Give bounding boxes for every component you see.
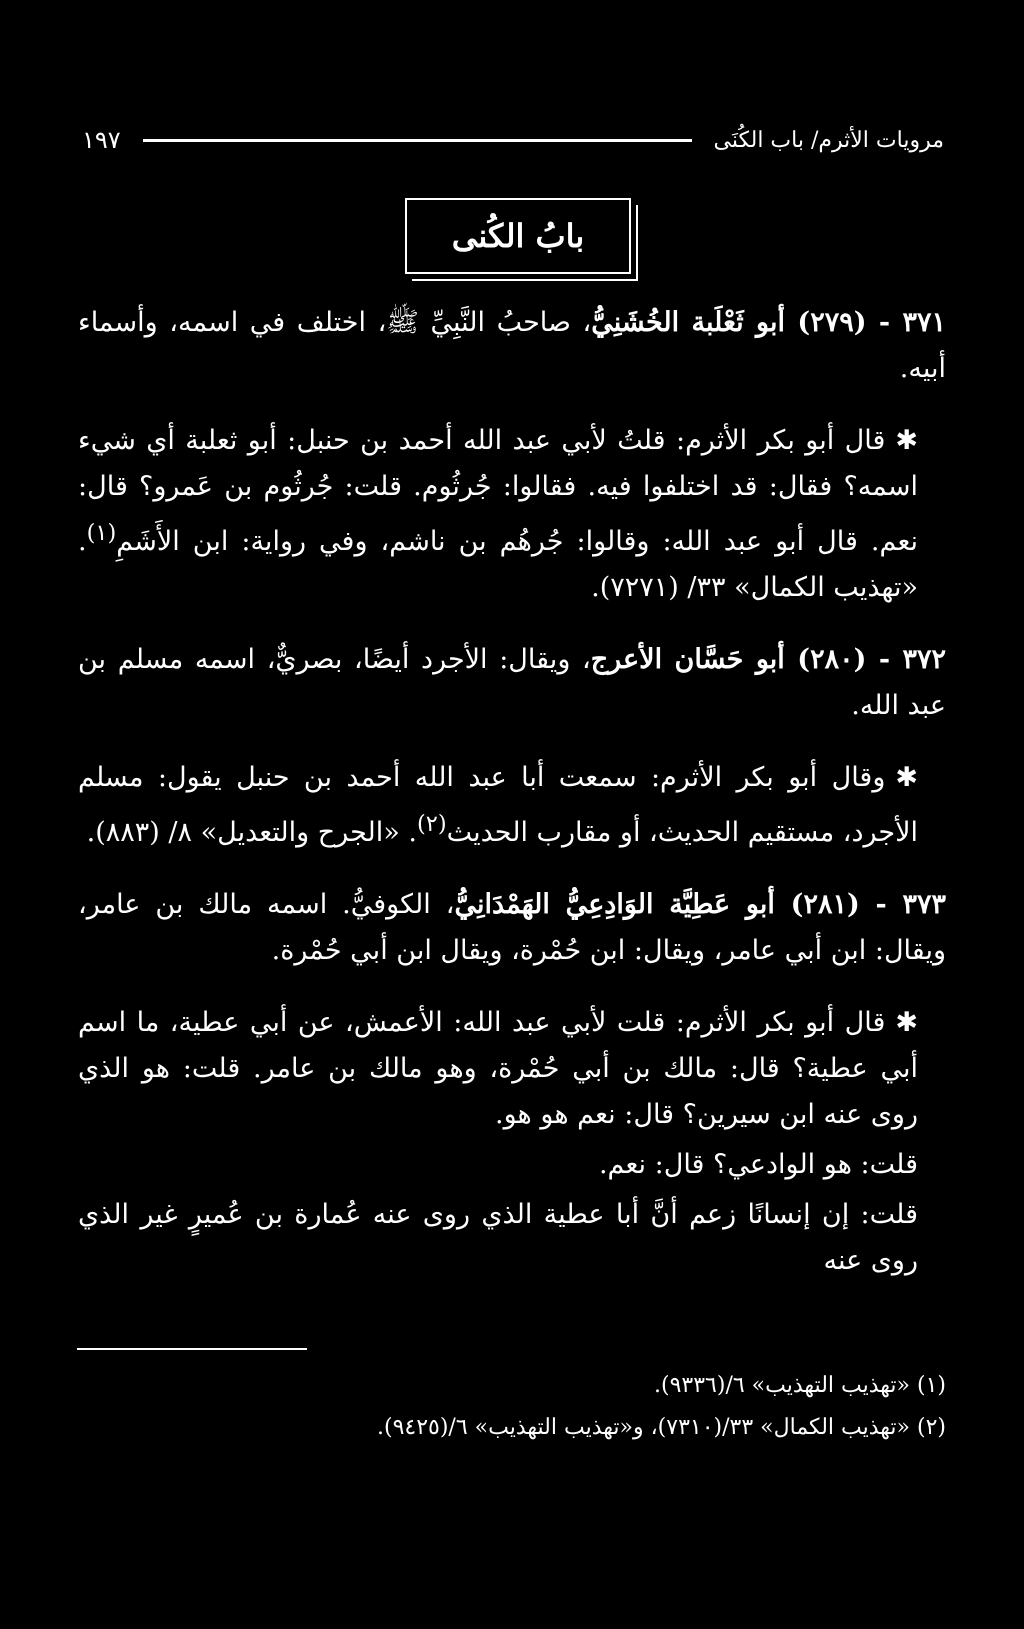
footnote-1: (١) «تهذيب التهذيب» ٦/(٩٣٣٦). [654, 1373, 946, 1398]
body-text [78, 300, 946, 1288]
running-title: مرويات الأثرم/ باب الكُنَى [713, 127, 944, 153]
footnote-marker: (٢) [416, 811, 447, 837]
chapter-title: بابُ الكُنى [451, 217, 585, 255]
note-text: وقال أبو بكر الأثرم: سمعت أبا عبد الله أحمد بن حنبل يقول: مسلم الأجرد، مستقيم الحديث، أو مقارب الحديث [78, 762, 918, 848]
entry-372 [78, 637, 946, 729]
asterisk-icon: ✱ [895, 425, 918, 456]
chapter-title-box [405, 198, 631, 274]
note-paragraph [78, 755, 946, 856]
footnote-rule [77, 1348, 307, 1350]
entry-heading: ٣٧١ - (٢٧٩) أبو ثَعْلَبة الخُشَنِيُّ [591, 307, 947, 338]
entry-heading: ٣٧٢ - (٢٨٠) أبو حَسَّان الأعرج [590, 644, 947, 675]
entry-text: ، ويقال: الأجرد أيضًا، بصريٌّ، اسمه مسلم بن عبد الله. [78, 644, 946, 721]
asterisk-icon: ✱ [895, 1007, 918, 1038]
entry-373 [78, 882, 946, 974]
page-number: ١٩٧ [82, 126, 121, 154]
footnote-marker: (١) [86, 520, 117, 546]
footnotes [78, 1365, 946, 1449]
note-citation: . «الجرح والتعديل» ٨/ (٨٨٣). [86, 817, 417, 848]
text-line: قلت: إن إنسانًا زعم أنَّ أبا عطية الذي روى عنه عُمارة بن عُميرٍ غير الذي روى عنه [78, 1199, 918, 1276]
text-line: قلت: هو الوادعي؟ قال: نعم. [598, 1149, 918, 1180]
note-paragraph [78, 418, 946, 611]
entry-heading: ٣٧٣ - (٢٨١) أبو عَطِيَّة الوَادِعِيُّ الهَمْدَانِيُّ [454, 889, 947, 920]
note-text: قال أبو بكر الأثرم: قلتُ لأبي عبد الله أحمد بن حنبل: أبو ثعلبة أي شيء اسمه؟ فقال: قد اختلفوا فيه. فقالوا: جُرثُوم. قلت: جُرثُوم بن عَمرو؟ قال: نعم. قال أبو عبد الله: وقالوا: جُرهُم بن ناشم، وفي رواية: ابن الأَشَمِ [78, 425, 918, 557]
asterisk-icon: ✱ [895, 762, 918, 793]
note-text: قال أبو بكر الأثرم: قلت لأبي عبد الله: الأعمش، عن أبي عطية، ما اسم أبي عطية؟ قال: مالك بن أبي حُمْرة، وهو مالك بن عامر. قلت: هو الذي روى عنه ابن سيرين؟ قال: نعم هو هو. [78, 1007, 918, 1130]
entry-text: ، الكوفيُّ. اسمه مالك بن عامر، ويقال: ابن أبي عامر، ويقال: ابن حُمْرة، ويقال ابن أبي حُمْرة. [78, 889, 946, 966]
footnote-2: (٢) «تهذيب الكمال» ٣٣/(٧٣١٠)، و«تهذيب التهذيب» ٦/(٩٤٢٥). [376, 1415, 946, 1440]
entry-text: ، صاحبُ النَّبِيِّ ﷺ، اختلف في اسمه، وأسماء أبيه. [78, 307, 946, 384]
page-header [82, 120, 944, 160]
header-rule [143, 139, 692, 142]
note-citation: . «تهذيب الكمال» ٣٣/ (٧٢٧١). [78, 526, 918, 603]
entry-371 [78, 300, 946, 392]
note-paragraph [78, 1000, 946, 1138]
